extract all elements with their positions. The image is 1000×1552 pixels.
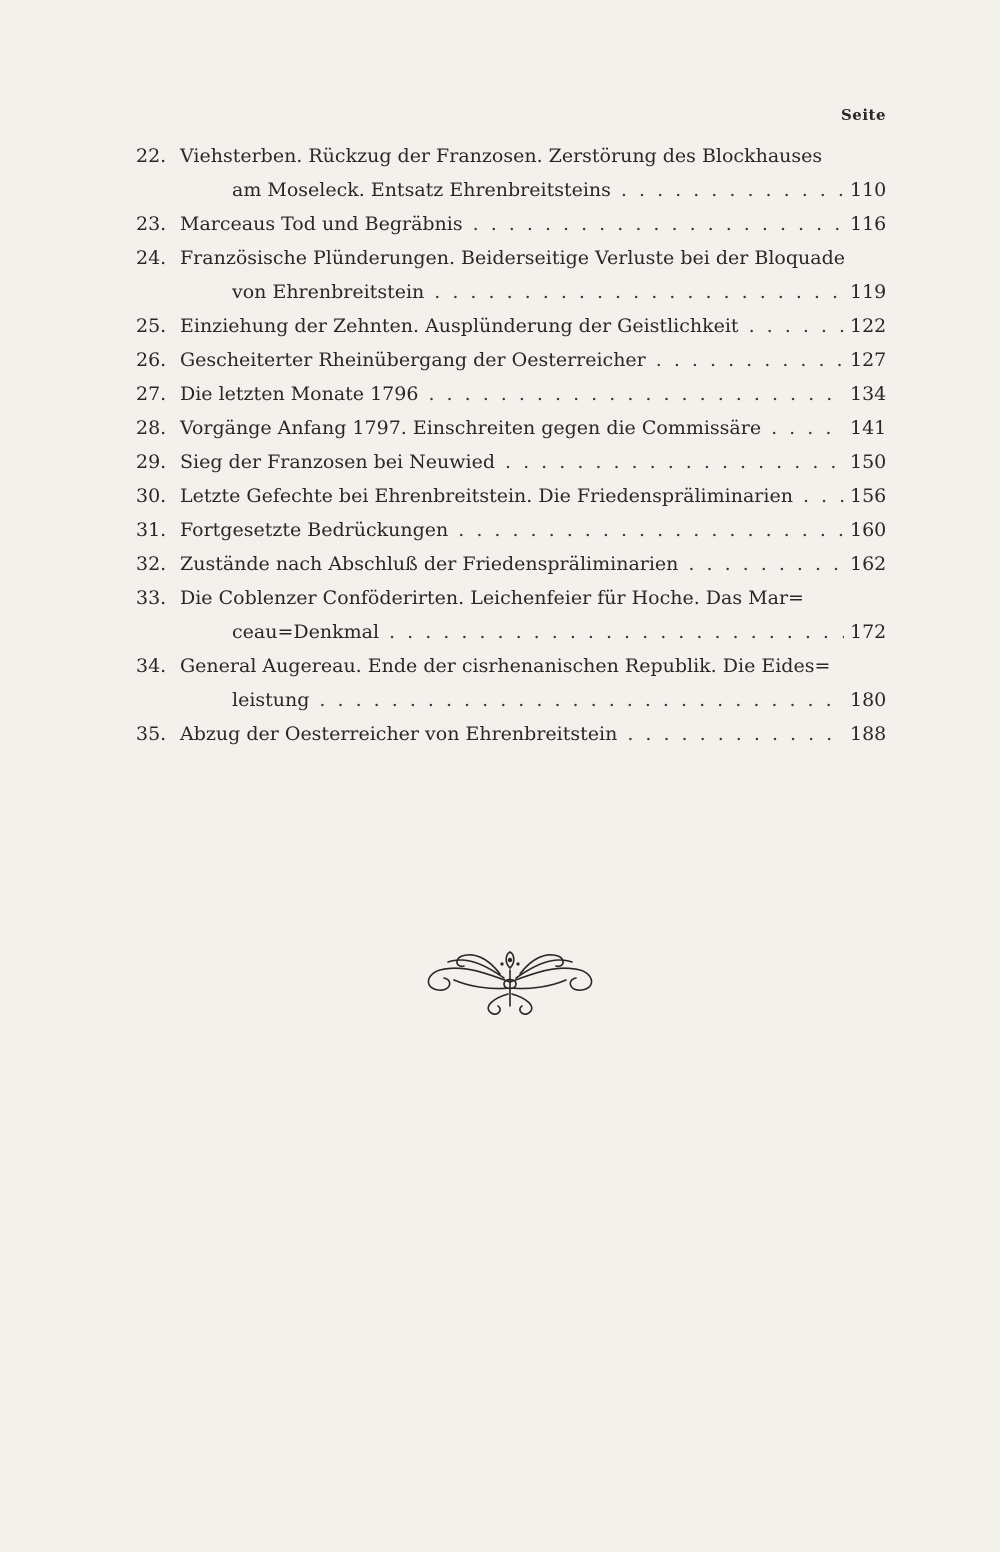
chapter-title: Einziehung der Zehnten. Ausplünderung der Geistlichkeit xyxy=(180,315,739,337)
dot-leader xyxy=(621,173,844,207)
page-number: 156 xyxy=(850,485,887,507)
toc-entry xyxy=(136,479,887,513)
toc-line xyxy=(136,683,887,717)
toc-line xyxy=(136,479,887,513)
page-number: 160 xyxy=(850,519,887,541)
chapter-title: Abzug der Oesterreicher von Ehrenbreitstein xyxy=(180,723,618,745)
toc-line xyxy=(136,139,884,173)
page-column-header: Seite xyxy=(840,106,886,124)
page-number: 172 xyxy=(850,621,887,643)
dot-leader xyxy=(688,547,844,581)
chapter-title: Fortgesetzte Bedrückungen xyxy=(180,519,449,541)
chapter-title: Zustände nach Abschluß der Friedenspräliminarien xyxy=(180,553,679,575)
toc-line xyxy=(136,717,887,751)
toc-entry xyxy=(136,649,887,717)
toc-line xyxy=(136,343,887,377)
chapter-title: von Ehrenbreitstein xyxy=(232,281,425,303)
chapter-title: Französische Plünderungen. Beiderseitige Verluste bei der Bloquade xyxy=(180,247,845,269)
toc-line xyxy=(136,241,884,275)
chapter-number: 32. xyxy=(136,553,167,575)
chapter-number: 30. xyxy=(136,485,167,507)
toc-line xyxy=(136,309,887,343)
page-number: 134 xyxy=(850,383,887,405)
chapter-title: ceau=Denkmal xyxy=(232,621,380,643)
page-number: 150 xyxy=(850,451,887,473)
toc-entry xyxy=(136,207,887,241)
toc-line xyxy=(136,173,887,207)
toc-line xyxy=(136,547,887,581)
chapter-title: Die letzten Monate 1796 xyxy=(180,383,419,405)
page-number: 188 xyxy=(850,723,887,745)
chapter-number: 22. xyxy=(136,145,167,167)
page-number: 127 xyxy=(850,349,887,371)
toc-entry xyxy=(136,377,887,411)
chapter-number: 27. xyxy=(136,383,167,405)
toc-entry xyxy=(136,309,887,343)
page-number: 141 xyxy=(850,417,887,439)
chapter-title: Die Coblenzer Conföderirten. Leichenfeier für Hoche. Das Mar= xyxy=(180,587,804,609)
page-number: 180 xyxy=(850,689,887,711)
chapter-number: 33. xyxy=(136,587,167,609)
chapter-title: Letzte Gefechte bei Ehrenbreitstein. Die Friedenspräliminarien xyxy=(180,485,793,507)
chapter-number: 29. xyxy=(136,451,167,473)
page-number: 116 xyxy=(850,213,887,235)
chapter-number: 24. xyxy=(136,247,167,269)
chapter-title: Viehsterben. Rückzug der Franzosen. Zerstörung des Blockhauses xyxy=(180,145,823,167)
toc-line xyxy=(136,513,887,547)
dot-leader xyxy=(505,445,844,479)
toc-line xyxy=(136,581,884,615)
chapter-number: 35. xyxy=(136,723,167,745)
chapter-number: 23. xyxy=(136,213,167,235)
page-number: 122 xyxy=(850,315,887,337)
chapter-number: 31. xyxy=(136,519,167,541)
dot-leader xyxy=(771,411,844,445)
toc-entry xyxy=(136,581,887,649)
toc-entry xyxy=(136,241,887,309)
ornament-fleuron xyxy=(418,948,602,1020)
chapter-title: Sieg der Franzosen bei Neuwied xyxy=(180,451,495,473)
dot-leader xyxy=(656,343,844,377)
chapter-number: 25. xyxy=(136,315,167,337)
toc-entry xyxy=(136,343,887,377)
dot-leader xyxy=(627,717,844,751)
toc-line xyxy=(136,615,887,649)
dot-leader xyxy=(473,207,844,241)
toc-entry xyxy=(136,513,887,547)
dot-leader xyxy=(389,615,844,649)
page-number: 162 xyxy=(850,553,887,575)
dot-leader xyxy=(319,683,844,717)
toc-entry xyxy=(136,139,887,207)
dot-leader xyxy=(458,513,844,547)
toc-line xyxy=(136,207,887,241)
chapter-title: General Augereau. Ende der cisrhenanischen Republik. Die Eides= xyxy=(180,655,831,677)
chapter-number: 28. xyxy=(136,417,167,439)
dot-leader xyxy=(428,377,844,411)
toc-entry xyxy=(136,411,887,445)
toc-line xyxy=(136,377,887,411)
toc-entry xyxy=(136,547,887,581)
dot-leader xyxy=(749,309,844,343)
toc-line xyxy=(136,649,884,683)
chapter-title: Vorgänge Anfang 1797. Einschreiten gegen die Commissäre xyxy=(180,417,762,439)
toc-line xyxy=(136,445,887,479)
chapter-title: leistung xyxy=(232,689,310,711)
toc-entry xyxy=(136,717,887,751)
toc-entry xyxy=(136,445,887,479)
chapter-number: 26. xyxy=(136,349,167,371)
dot-leader xyxy=(434,275,844,309)
chapter-title: Marceaus Tod und Begräbnis xyxy=(180,213,463,235)
chapter-title: am Moseleck. Entsatz Ehrenbreitsteins xyxy=(232,179,611,201)
page-number: 110 xyxy=(850,179,887,201)
table-of-contents xyxy=(136,139,887,751)
chapter-number: 34. xyxy=(136,655,167,677)
toc-line xyxy=(136,411,887,445)
dot-leader xyxy=(803,479,844,513)
page-number: 119 xyxy=(850,281,887,303)
chapter-title: Gescheiterter Rheinübergang der Oesterreicher xyxy=(180,349,646,371)
toc-line xyxy=(136,275,887,309)
